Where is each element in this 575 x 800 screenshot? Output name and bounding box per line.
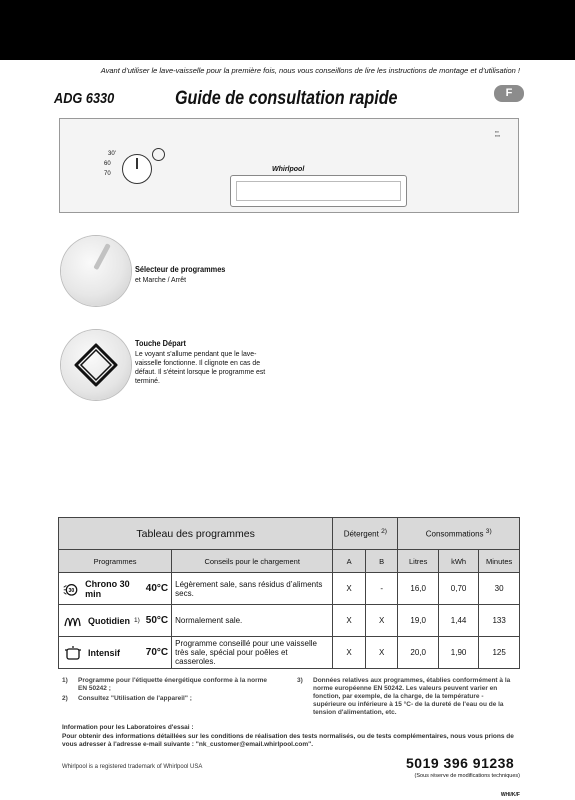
note-1: Programme pour l'étiquette énergétique conforme à la norme EN 50242 ;: [78, 677, 268, 692]
lab-info-text: Pour obtenir des informations détaillées sur les conditions de réalisation des tests normalisés, ou de tests complémentaires, nous vous prions de vous adresser à l'adresse e-mail suivante : "nk_customer@email.whirlpool.com".: [62, 732, 514, 748]
program-table: [58, 517, 520, 669]
top-black-bar: [0, 0, 575, 60]
start-diamond-icon: [61, 330, 131, 400]
selector-text: et Marche / Arrêt: [135, 275, 187, 284]
program-temp: 70°C: [143, 637, 172, 669]
table-row: [59, 605, 520, 637]
program-selector-knob: [61, 236, 131, 306]
note-3-number: 3): [297, 677, 303, 684]
document-code: 5019 396 91238: [406, 755, 515, 771]
model-number: ADG 6330: [54, 90, 115, 107]
litres-value: 19,0: [398, 605, 438, 637]
daily-wave-icon: [62, 613, 84, 629]
program-name: Quotidien: [88, 615, 130, 626]
intro-text: Avant d’utiliser le lave-vaisselle pour la première fois, nous vous conseillons de lire les instructions de montage et d’utilisation !: [100, 66, 520, 75]
svg-text:30: 30: [68, 587, 75, 594]
table-row: [59, 573, 520, 605]
detergent-a: X: [333, 573, 366, 605]
start-button-illustration: [61, 330, 131, 400]
kwh-value: 1,90: [438, 637, 478, 669]
lab-info: [62, 724, 522, 750]
pot-icon: [62, 645, 84, 661]
col-minutes: Minutes: [479, 550, 520, 573]
program-name: Chrono 30 min: [85, 578, 130, 599]
program-temp: 50°C: [143, 605, 172, 637]
clock-30-icon: [62, 581, 81, 597]
minutes-value: 30: [479, 573, 520, 605]
panel-display-window: [230, 175, 407, 207]
page-title: Guide de consultation rapide: [175, 88, 398, 109]
table-title: Tableau des programmes: [59, 518, 333, 550]
detergent-a: X: [333, 637, 366, 669]
language-badge: F: [494, 85, 524, 102]
note-1-number: 1): [62, 677, 68, 684]
kwh-value: 1,44: [438, 605, 478, 637]
col-kwh: kWh: [438, 550, 478, 573]
minutes-value: 133: [479, 605, 520, 637]
col-programmes: Programmes: [59, 550, 172, 573]
consumption-header: Consommations $^{3)}$: [398, 518, 520, 550]
note-3: Données relatives aux programmes, établies conformément à la norme européenne EN 50242. Les valeurs peuvent varier en fonction, par exemple, de la charge, de la température - supérieure ou inférieure à 15 °C- de la dureté de l'eau ou de la tension d'alimentation, etc.: [313, 677, 511, 716]
start-title: Touche Départ: [135, 339, 186, 348]
litres-value: 16,0: [398, 573, 438, 605]
program-advice: Normalement sale.: [172, 605, 333, 637]
trademark-text: Whirlpool is a registered trademark of Whirlpool USA: [62, 764, 203, 770]
litres-value: 20,0: [398, 637, 438, 669]
col-a: A: [333, 550, 366, 573]
program-advice: Programme conseillé pour une vaisselle très sale, spécial pour poêles et casseroles.: [172, 637, 333, 669]
table-row: [59, 637, 520, 669]
program-footnote: 1): [134, 617, 140, 624]
panel-rating-label: ▪▪▪ ▪▪▪▪: [495, 130, 500, 138]
panel-start-icon: [152, 148, 165, 161]
control-panel-illustration: [59, 118, 519, 213]
panel-knob-icon: [122, 154, 152, 184]
selector-title: Sélecteur de programmes: [135, 265, 226, 274]
note-2: Consultez "Utilisation de l'appareil" ;: [78, 695, 192, 702]
detergent-b: X: [365, 605, 398, 637]
detergent-b: X: [365, 637, 398, 669]
footer-ref: WHI/K/F: [500, 792, 520, 798]
kwh-value: 0,70: [438, 573, 478, 605]
whirlpool-logo: Whirlpool: [272, 166, 305, 173]
col-litres: Litres: [398, 550, 438, 573]
col-conseils: Conseils pour le chargement: [172, 550, 333, 573]
detergent-a: X: [333, 605, 366, 637]
detergent-b: -: [365, 573, 398, 605]
panel-icon-70: 70: [104, 171, 111, 177]
lab-info-title: Information pour les Laboratoires d'essai :: [62, 724, 194, 731]
reserve-note: (Sous réserve de modifications techniques): [414, 773, 520, 779]
program-advice: Légèrement sale, sans résidus d’aliments secs.: [172, 573, 333, 605]
note-2-number: 2): [62, 695, 68, 702]
panel-icon-60: 60: [104, 161, 111, 167]
start-text: Le voyant s'allume pendant que le lave-vaisselle fonctionne. Il clignote en cas de défaut. Il s'éteint lorsque le programme est terminé.: [135, 349, 266, 385]
program-name: Intensif: [88, 647, 121, 658]
detergent-header: Détergent $^{2)}$: [333, 518, 398, 550]
minutes-value: 125: [479, 637, 520, 669]
program-temp: 40°C: [143, 573, 172, 605]
col-b: B: [365, 550, 398, 573]
panel-icon-30: 30': [108, 151, 116, 157]
